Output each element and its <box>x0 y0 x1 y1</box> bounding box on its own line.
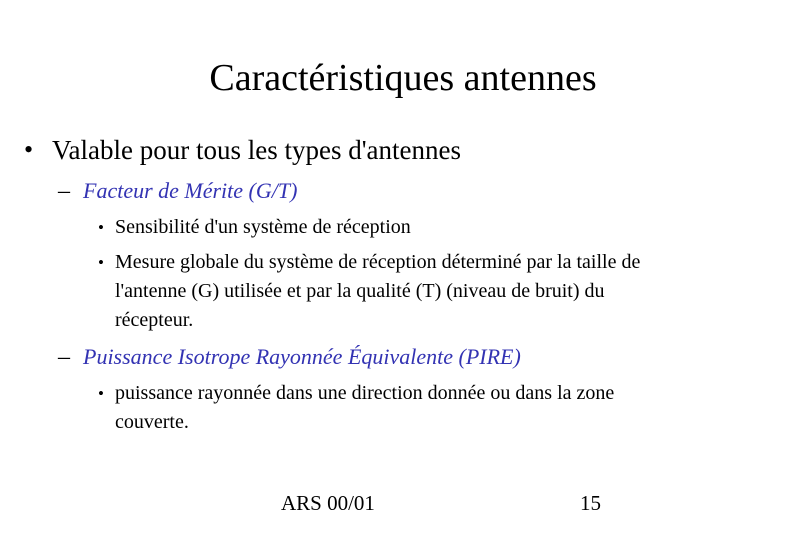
list-item-mesure-line2: l'antenne (G) utilisée et par la qualité (T) (niveau de bruit) du <box>115 280 605 302</box>
subheading-facteur-merite: Facteur de Mérite (G/T) <box>83 178 298 203</box>
dash-icon: – <box>58 344 70 370</box>
list-item-mesure-line1: Mesure globale du système de réception déterminé par la taille de <box>115 251 641 273</box>
slide-title: Caractéristiques antennes <box>209 57 597 99</box>
list-item-puissance-line2: couverte. <box>115 411 189 433</box>
level1-item: Valable pour tous les types d'antennes <box>52 135 462 165</box>
list-item-puissance-line1: puissance rayonnée dans une direction donnée ou dans la zone <box>115 382 615 404</box>
bullet-icon: • <box>98 384 104 403</box>
list-item-mesure-line3: récepteur. <box>115 309 194 331</box>
page-number: 15 <box>580 491 601 515</box>
bullet-icon: • <box>24 135 34 164</box>
bullet-icon: • <box>98 218 104 237</box>
subheading-pire: Puissance Isotrope Rayonnée Équivalente (PIRE) <box>83 344 521 369</box>
dash-icon: – <box>58 178 70 204</box>
list-item-sensibilite: Sensibilité d'un système de réception <box>115 216 411 238</box>
bullet-icon: • <box>98 253 104 272</box>
footer-label: ARS 00/01 <box>281 491 375 515</box>
